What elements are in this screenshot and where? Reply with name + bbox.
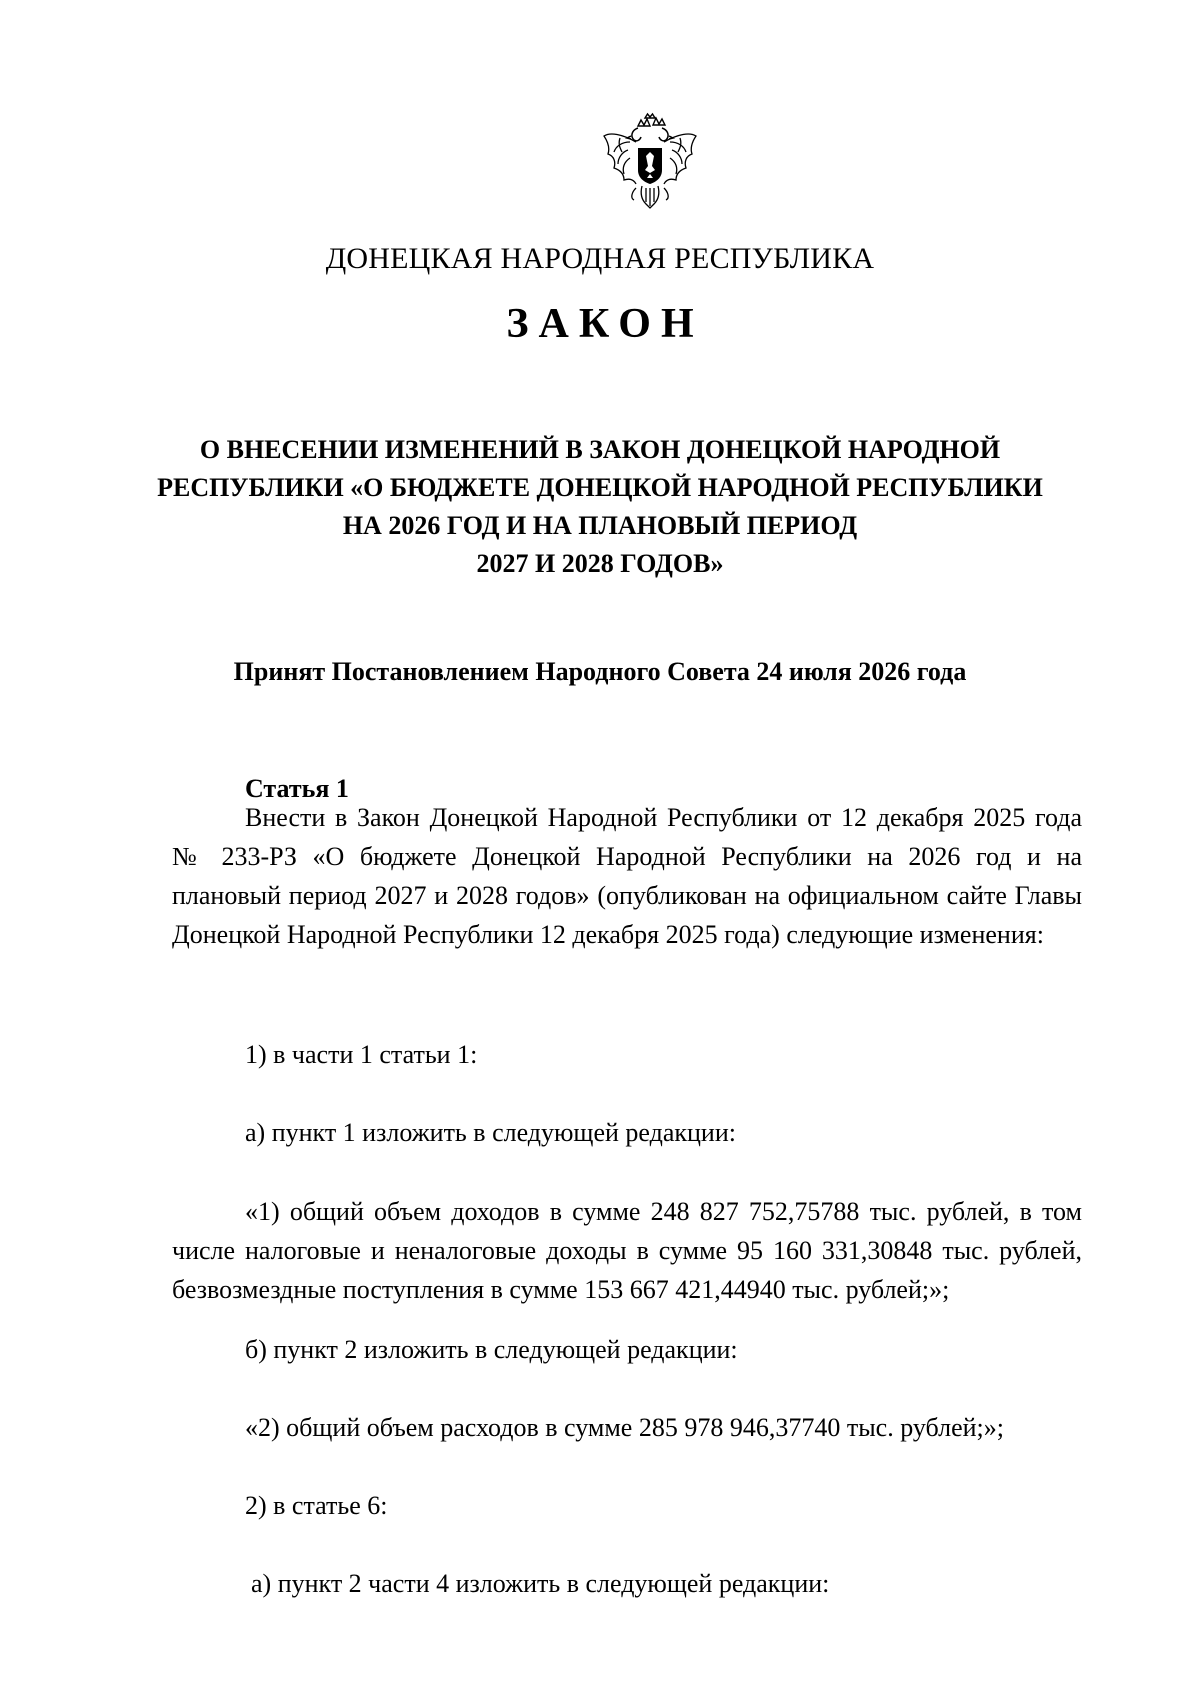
list-item-1b: б) пункт 2 изложить в следующей редакции: bbox=[245, 1335, 738, 1364]
document-type-heading: ЗАКОН bbox=[506, 301, 704, 347]
law-title-line: НА 2026 ГОД И НА ПЛАНОВЫЙ ПЕРИОД bbox=[342, 511, 858, 540]
paragraph-line: безвозмездные поступления в сумме 153 667 421,44940 тыс. рублей;»; bbox=[172, 1275, 950, 1304]
item-1b-text: «2) общий объем расходов в сумме 285 978 946,37740 тыс. рублей;»; bbox=[245, 1413, 1004, 1442]
paragraph-line: № 233-РЗ «О бюджете Донецкой Народной Республики на 2026 год и на bbox=[172, 842, 1082, 871]
list-item-1a: а) пункт 1 изложить в следующей редакции: bbox=[245, 1118, 736, 1147]
law-title bbox=[150, 431, 1050, 583]
law-title-line: РЕСПУБЛИКИ «О БЮДЖЕТЕ ДОНЕЦКОЙ НАРОДНОЙ РЕСПУБЛИКИ bbox=[157, 473, 1043, 502]
list-item-2a: а) пункт 2 части 4 изложить в следующей редакции: bbox=[251, 1569, 830, 1598]
paragraph-line: Донецкой Народной Республики 12 декабря 2025 года) следующие изменения: bbox=[172, 920, 1044, 949]
list-item-1: 1) в части 1 статьи 1: bbox=[245, 1040, 478, 1069]
coat-of-arms-emblem bbox=[600, 112, 700, 212]
republic-name: ДОНЕЦКАЯ НАРОДНАЯ РЕСПУБЛИКА bbox=[325, 242, 875, 275]
list-item-2: 2) в статье 6: bbox=[245, 1491, 388, 1520]
paragraph-line: числе налоговые и неналоговые доходы в сумме 95 160 331,30848 тыс. рублей, bbox=[172, 1236, 1082, 1265]
paragraph-line: Внести в Закон Донецкой Народной Республики от 12 декабря 2025 года bbox=[245, 803, 1082, 832]
paragraph-line: «1) общий объем доходов в сумме 248 827 752,75788 тыс. рублей, в том bbox=[245, 1197, 1082, 1226]
article-intro-paragraph bbox=[172, 780, 1082, 954]
item-1a-text-paragraph bbox=[172, 1174, 1082, 1309]
article-heading: Статья 1 bbox=[245, 774, 349, 803]
paragraph-line: плановый период 2027 и 2028 годов» (опубликован на официальном сайте Главы bbox=[172, 881, 1082, 910]
law-title-line: 2027 И 2028 ГОДОВ» bbox=[476, 549, 724, 578]
adoption-statement: Принят Постановлением Народного Совета 24 июля 2026 года bbox=[233, 657, 967, 686]
law-title-line: О ВНЕСЕНИИ ИЗМЕНЕНИЙ В ЗАКОН ДОНЕЦКОЙ НАРОДНОЙ bbox=[199, 435, 1001, 464]
